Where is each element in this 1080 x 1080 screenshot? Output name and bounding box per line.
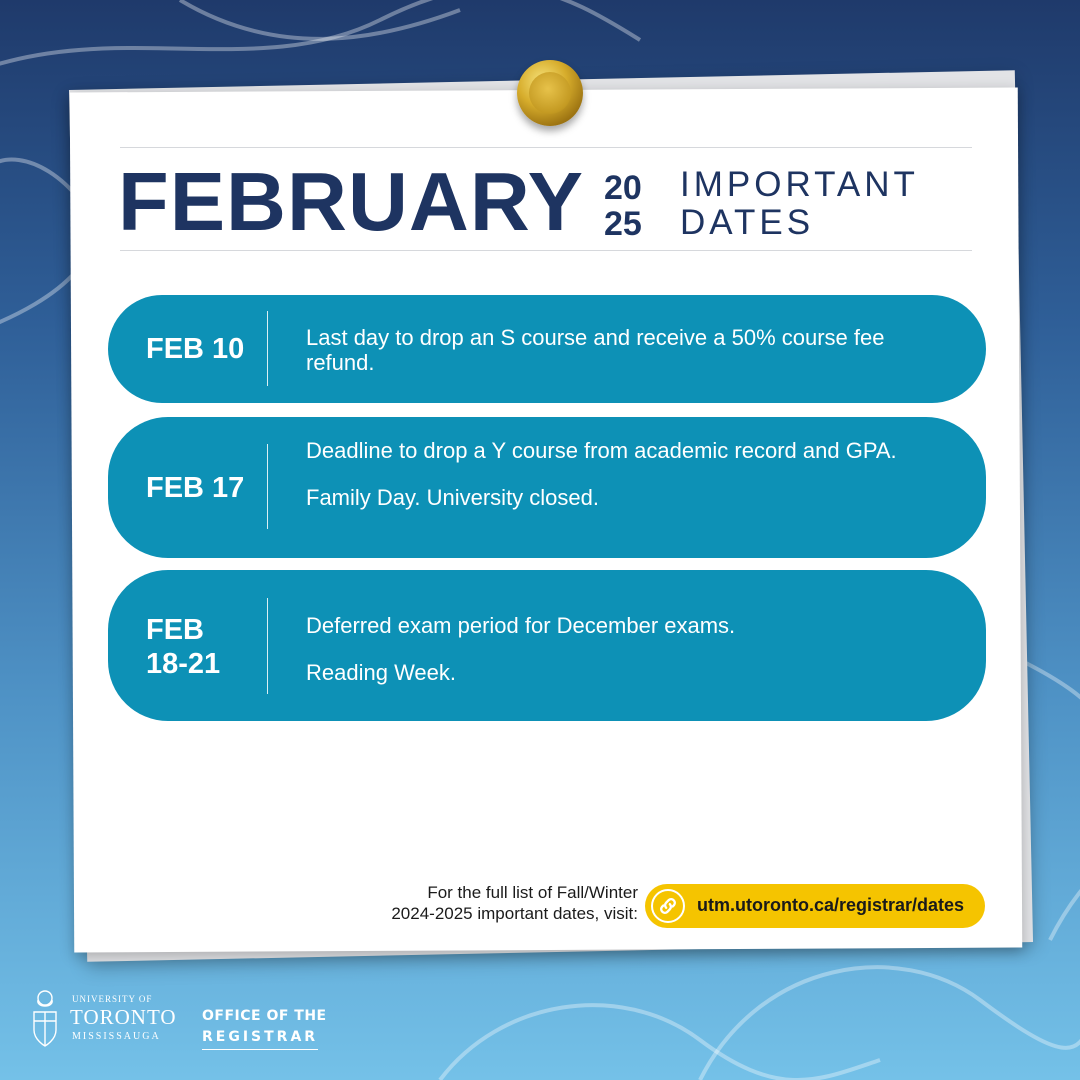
description-text: Family Day. University closed. xyxy=(306,485,599,510)
title-label-line2: DATES xyxy=(680,203,815,242)
card-divider xyxy=(267,444,268,529)
university-logo xyxy=(28,988,176,1056)
office-line1: OFFICE OF THE xyxy=(202,1008,327,1024)
footer-line1: For the full list of Fall/Winter xyxy=(427,883,638,902)
office-line2: REGISTRAR xyxy=(202,1027,318,1050)
date-card-feb-10 xyxy=(108,295,986,403)
title-important-dates xyxy=(680,166,960,242)
card-divider xyxy=(267,311,268,386)
description-text: Deadline to drop a Y course from academic record and GPA. xyxy=(306,438,897,463)
date-label xyxy=(146,613,266,681)
date-label-line1: FEB xyxy=(146,614,204,646)
footer-note xyxy=(330,882,638,924)
registrar-dates-link[interactable] xyxy=(645,884,985,928)
office-of-the-registrar xyxy=(202,1006,327,1050)
thumbtack-pin xyxy=(517,60,583,126)
date-label-line2: 18-21 xyxy=(146,648,221,680)
header-rule-top xyxy=(120,147,972,148)
date-label: FEB 17 xyxy=(146,472,245,504)
date-description xyxy=(306,325,956,375)
title-year xyxy=(604,170,664,242)
page-title-month: FEBRUARY xyxy=(118,155,585,248)
title-label-line1: IMPORTANT xyxy=(680,165,919,204)
description-text: Deferred exam period for December exams. xyxy=(306,613,736,638)
logo-campus: MISSISSAUGA xyxy=(72,1031,161,1042)
date-card-feb-18-21 xyxy=(108,570,986,721)
logo-university-of: UNIVERSITY OF xyxy=(72,994,153,1004)
date-card-feb-17 xyxy=(108,417,986,558)
link-text[interactable]: utm.utoronto.ca/registrar/dates xyxy=(697,895,965,915)
title-year-bottom: 25 xyxy=(604,205,642,243)
logo-toronto: TORONTO xyxy=(70,1005,177,1029)
date-description xyxy=(306,438,956,510)
title-year-top: 20 xyxy=(604,169,642,207)
date-label: FEB 10 xyxy=(146,333,245,365)
header-rule-bottom xyxy=(120,250,972,251)
link-icon xyxy=(651,889,685,923)
description-text: Last day to drop an S course and receive a 50% course fee refund. xyxy=(306,325,885,375)
description-text: Reading Week. xyxy=(306,660,457,685)
crest-icon xyxy=(28,988,62,1054)
footer-line2: 2024-2025 important dates, visit: xyxy=(391,904,638,923)
date-description xyxy=(306,613,956,685)
card-divider xyxy=(267,598,268,694)
